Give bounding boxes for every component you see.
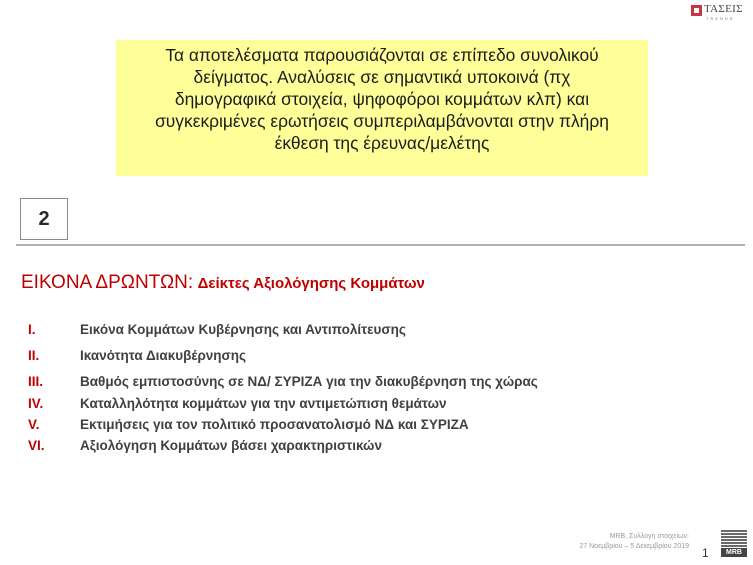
item-number: IV. <box>28 396 44 411</box>
section-number: 2 <box>20 198 68 240</box>
logo-bars-icon <box>721 530 747 548</box>
item-text: Εκτιμήσεις για τον πολιτικό προσανατολισμό ΝΔ και ΣΥΡΙΖΑ <box>80 417 469 432</box>
logo-mark-icon <box>691 5 702 16</box>
section-heading <box>21 272 425 294</box>
footer-source <box>579 532 689 552</box>
item-number: II. <box>28 348 40 363</box>
notice-line: Τα αποτελέσματα παρουσιάζονται σε επίπεδο συνολικού <box>165 45 599 65</box>
item-text: Ικανότητα Διακυβέρνησης <box>80 348 247 363</box>
tasis-trends-logo <box>691 4 747 26</box>
item-text: Εικόνα Κομμάτων Κυβέρνησης και Αντιπολίτευσης <box>80 322 406 337</box>
logo-name: ΤΑΣΕΙΣ <box>704 3 743 15</box>
item-number: V. <box>28 417 40 432</box>
mrb-logo <box>721 530 747 560</box>
notice-box <box>116 40 648 176</box>
page-number: 1 <box>702 546 709 560</box>
item-number: III. <box>28 374 44 389</box>
divider <box>16 244 745 246</box>
logo-subtitle: TRENDS <box>706 16 735 21</box>
footer-line: MRB, Συλλογή στοιχείων: <box>609 533 689 540</box>
item-text: Βαθμός εμπιστοσύνης σε ΝΔ/ ΣΥΡΙΖΑ για την διακυβέρνηση της χώρας <box>80 374 538 389</box>
heading-main: ΕΙΚΟΝΑ ΔΡΩΝΤΩΝ: <box>21 272 194 293</box>
footer-line: 27 Νοεμβρίου – 5 Δεκεμβρίου 2019 <box>579 543 689 550</box>
logo-label: MRB <box>721 548 747 557</box>
notice-line: δείγματος. Αναλύσεις σε σημαντικά υποκοινά (πχ <box>193 67 571 87</box>
item-text: Καταλληλότητα κομμάτων για την αντιμετώπιση θεμάτων <box>80 396 447 411</box>
heading-sub: Δείκτες Αξιολόγησης Κομμάτων <box>197 275 425 292</box>
item-number: VI. <box>28 438 45 453</box>
item-number: I. <box>28 322 36 337</box>
notice-line: συγκεκριμένες ερωτήσεις συμπεριλαμβάνονται στην πλήρη <box>155 111 609 131</box>
item-text: Αξιολόγηση Κομμάτων βάσει χαρακτηριστικών <box>80 438 382 453</box>
notice-line: δημογραφικά στοιχεία, ψηφοφόροι κομμάτων κλπ) και <box>174 89 590 109</box>
notice-line: έκθεση της έρευνας/μελέτης <box>274 133 490 153</box>
